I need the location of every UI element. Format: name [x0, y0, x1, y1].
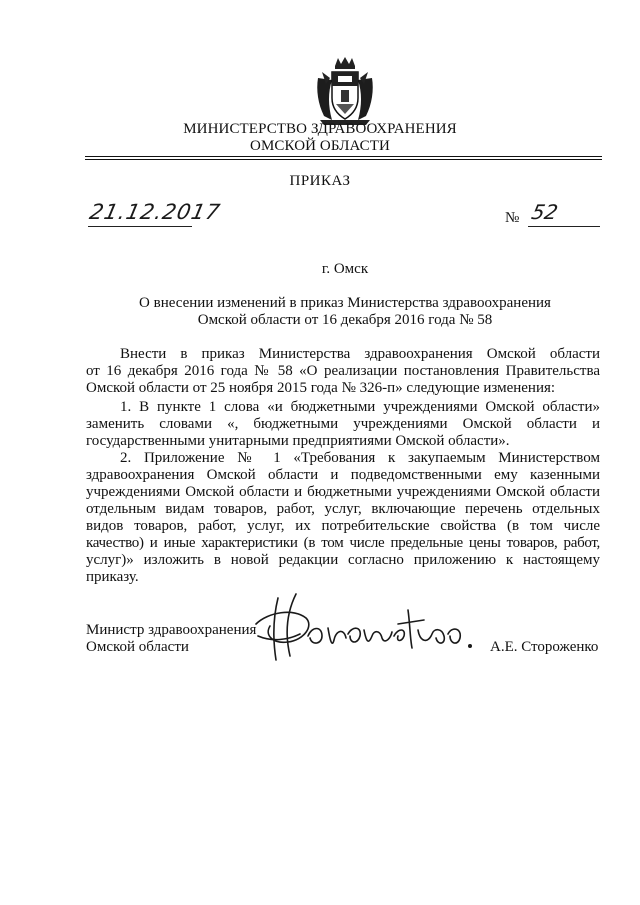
body-line: качество) и иные характеристики (в том числе предельные цены товаров, работ, [86, 535, 600, 551]
body-line: приказу. [86, 569, 139, 585]
body-line: государственными унитарными предприятиями Омской области». [86, 433, 510, 449]
ministry-name-line1: МИНИСТЕРСТВО ЗДРАВООХРАНЕНИЯ [183, 121, 457, 137]
number-underline [528, 226, 600, 227]
body-line: Внести в приказ Министерства здравоохранения Омской области [120, 346, 600, 362]
handwritten-signature [248, 590, 478, 670]
body-line: 1. В пункте 1 слова «и бюджетными учреждениями Омской области» [120, 399, 600, 415]
city-label: г. Омск [321, 261, 369, 277]
header-divider-thin [85, 156, 602, 157]
body-line: Омской области от 25 ноября 2015 года № 326-п» следующие изменения: [86, 380, 556, 396]
body-line: заменить словами «, бюджетными учреждениями Омской области и [86, 416, 600, 432]
body-line: услуг)» изложить в новой редакции согласно приложению к настоящему [86, 552, 600, 568]
subject-line: Омской области от 16 декабря 2016 года № 58 [197, 312, 493, 328]
handwritten-number: 52 [529, 200, 561, 224]
signer-name: А.Е. Стороженко [490, 639, 599, 655]
body-line: 2. Приложение № 1 «Требования к закупаемым Министерством [120, 450, 600, 466]
header-divider-thick [85, 159, 602, 160]
document-type-title: ПРИКАЗ [289, 173, 351, 189]
body-line: здравоохранения Омской области и подведомственными ему казенными [86, 467, 600, 483]
handwritten-date: 21.12.2017 [87, 200, 223, 224]
number-sign: № [505, 210, 520, 226]
body-line: от 16 декабря 2016 года № 58 «О реализации постановления Правительства [86, 363, 600, 379]
body-line: учреждениями Омской области и бюджетными учреждениями Омской области [86, 484, 600, 500]
coat-of-arms-emblem [314, 56, 376, 126]
body-line: видов товаров, работ, услуг, их потребительские свойства (в том числе [86, 518, 600, 534]
signer-position-line2: Омской области [86, 639, 189, 655]
subject-line: О внесении изменений в приказ Министерства здравоохранения [139, 295, 551, 311]
ministry-name-line2: ОМСКОЙ ОБЛАСТИ [250, 138, 390, 154]
date-underline [88, 226, 192, 227]
body-line: отдельным видам товаров, работ, услуг, включающие перечень отдельных [86, 501, 600, 517]
signer-position-line1: Министр здравоохранения [86, 622, 257, 638]
